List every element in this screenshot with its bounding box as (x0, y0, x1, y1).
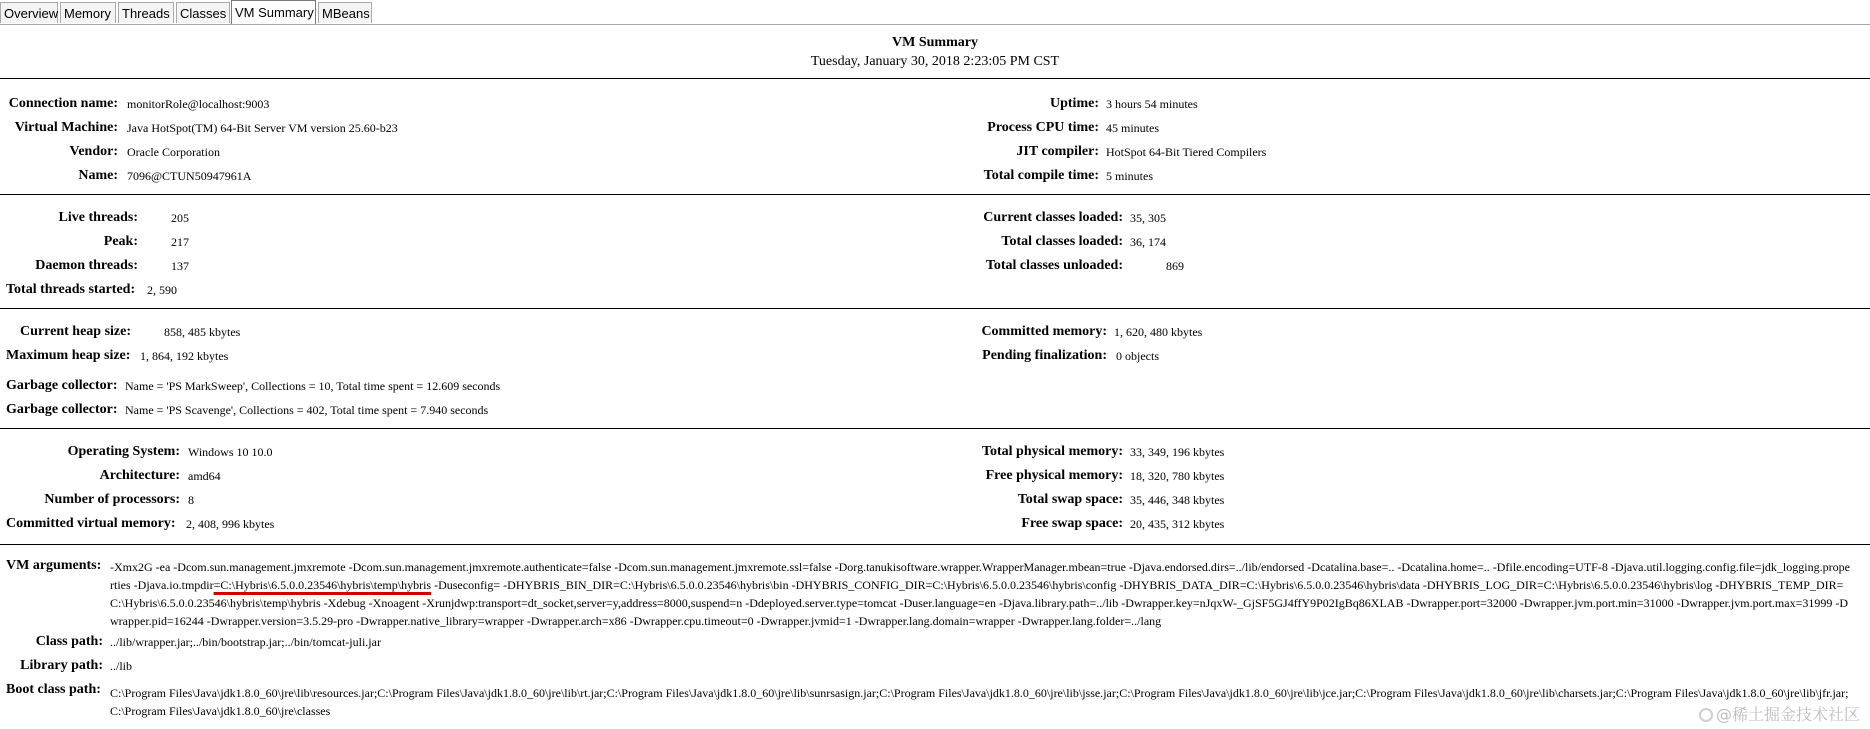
tab-mbeans[interactable]: MBeans (318, 2, 372, 23)
jit-compiler-value: HotSpot 64-Bit Tiered Compilers (1106, 145, 1267, 159)
total-physical-memory-label: Total physical memory: (981, 444, 1123, 459)
committed-virtual-memory-label: Committed virtual memory: (6, 516, 176, 531)
name-value: 7096@CTUN50947961A (127, 169, 252, 183)
current-classes-loaded-label: Current classes loaded: (983, 210, 1123, 225)
summary-timestamp: Tuesday, January 30, 2018 2:23:05 PM CST (810, 54, 1060, 69)
total-compile-time-label: Total compile time: (983, 168, 1099, 183)
current-heap-size-label: Current heap size: (20, 324, 131, 339)
library-path-value: ../lib (110, 659, 133, 673)
peak-threads-value: 217 (171, 235, 189, 249)
tmpdir-highlight: =C:\Hybris\6.5.0.0.23546\hybris\temp\hybris (213, 578, 432, 592)
garbage-collector-value: Name = 'PS Scavenge', Collections = 402, Total time spent = 7.940 seconds (125, 403, 489, 417)
uptime-value: 3 hours 54 minutes (1106, 97, 1198, 111)
live-threads-value: 205 (171, 211, 189, 225)
number-of-processors-value: 8 (188, 493, 194, 507)
boot-class-path-label: Boot class path: (6, 682, 101, 697)
architecture-value: amd64 (188, 469, 221, 483)
uptime-label: Uptime: (1050, 96, 1099, 111)
maximum-heap-size-value: 1, 864, 192 kbytes (140, 349, 229, 363)
peak-threads-label: Peak: (103, 234, 138, 249)
vm-arguments-text: -Duseconfig= -DHYBRIS_BIN_DIR=C:\Hybris\6.5.0.0.23546\hybris\bin -DHYBRIS_CONFIG_DIR=C:\Hybris\6.5.0.0.23546\hybris\config -DHYBRIS_DATA_DIR=C:\Hybris\6.5.0.0.23546\hybris\data -DHYBRIS_LOG_DIR=C:\Hybris\6.5.0.0.23546\hybris\log -DHYBRIS_TEMP_DIR=C:\Hybris\6.5.0.0.23546\hybris\temp\hybris -Xdebug -Xnoagent -Xrunjdwp:transport=dt_socket,server=y,address=8000,suspend=n -Ddeployed.server.type=tomcat -Duser.language=en -Djava.library.path=../lib -Dwrapper.key=nJqxW-_GjSF5GJ4ffY9P02IgBq86XLAB -Dwrapper.port=32000 -Dwrapper.jvm.port.min=31000 -Dwrapper.jvm.port.max=31999 -Dwrapper.pid=16244 -Dwrapper.version=3.5.29-pro -Dwrapper.native_library=wrapper -Dwrapper.arch=x86 -Dwrapper.cpu.timeout=0 -Dwrapper.jvmid=1 -Dwrapper.lang.domain=wrapper -Dwrapper.lang.folder=../lang (110, 578, 1849, 628)
maximum-heap-size-label: Maximum heap size: (6, 348, 131, 363)
tab-threads[interactable]: Threads (118, 2, 174, 23)
total-physical-memory-value: 33, 349, 196 kbytes (1130, 445, 1225, 459)
vendor-label: Vendor: (69, 144, 118, 159)
library-path-label: Library path: (20, 658, 103, 673)
garbage-collector-label: Garbage collector: (6, 402, 118, 417)
tab-bar (0, 0, 1870, 25)
committed-memory-label: Committed memory: (981, 324, 1107, 339)
divider (0, 308, 1870, 309)
divider (0, 194, 1870, 195)
process-cpu-time-label: Process CPU time: (987, 120, 1099, 135)
boot-class-path-value: C:\Program Files\Java\jdk1.8.0_60\jre\lib\resources.jar;C:\Program Files\Java\jdk1.8.0_60\jre\lib\rt.jar;C:\Program Files\Java\jdk1.8.0_60\jre\lib\sunrsasign.jar;C:\Program Files\Java\jdk1.8.0_60\jre\lib\jsse.jar;C:\Program Files\Java\jdk1.8.0_60\jre\lib\jce.jar;C:\Program Files\Java\jdk1.8.0_60\jre\lib\charsets.jar;C:\Program Files\Java\jdk1.8.0_60\jre\lib\jfr.jar;C:\Program Files\Java\jdk1.8.0_60\jre\classes (110, 686, 1849, 718)
vendor-value: Oracle Corporation (127, 145, 220, 159)
tab-vm-summary[interactable]: VM Summary (231, 0, 316, 24)
process-cpu-time-value: 45 minutes (1106, 121, 1159, 135)
free-swap-space-value: 20, 435, 312 kbytes (1130, 517, 1225, 531)
divider (0, 544, 1870, 545)
live-threads-label: Live threads: (58, 210, 138, 225)
total-compile-time-value: 5 minutes (1106, 169, 1153, 183)
divider (0, 428, 1870, 429)
operating-system-label: Operating System: (67, 444, 180, 459)
garbage-collector-label: Garbage collector: (6, 378, 118, 393)
current-classes-loaded-value: 35, 305 (1130, 211, 1166, 225)
daemon-threads-label: Daemon threads: (35, 258, 138, 273)
watermark (1699, 702, 1860, 725)
total-threads-started-label: Total threads started: (6, 282, 136, 297)
watermark-text: @稀土掘金技术社区 (1715, 705, 1860, 724)
summary-header (0, 34, 1870, 71)
page-title: VM Summary (892, 35, 978, 50)
total-classes-unloaded-label: Total classes unloaded: (985, 258, 1123, 273)
class-path-label: Class path: (35, 634, 103, 649)
free-swap-space-label: Free swap space: (1021, 516, 1123, 531)
free-physical-memory-label: Free physical memory: (985, 468, 1123, 483)
committed-virtual-memory-value: 2, 408, 996 kbytes (186, 517, 275, 531)
total-classes-loaded-label: Total classes loaded: (1001, 234, 1123, 249)
committed-memory-value: 1, 620, 480 kbytes (1114, 325, 1203, 339)
current-heap-size-value: 858, 485 kbytes (164, 325, 241, 339)
class-path-value: ../lib/wrapper.jar;../bin/bootstrap.jar;../bin/tomcat-juli.jar (110, 635, 381, 649)
connection-name-value: monitorRole@localhost:9003 (127, 97, 270, 111)
virtual-machine-label: Virtual Machine: (14, 120, 118, 135)
pending-finalization-value: 0 objects (1116, 349, 1159, 363)
tab-overview[interactable]: Overview (0, 2, 58, 23)
vm-arguments-text: -Xmx2G -ea -Dcom.sun.management.jmxremote -Dcom.sun.management.jmxremote.authenticate=false -Dcom.sun.management.jmxremote.ssl=false -Dorg.tanukisoftware.wrapper.WrapperManager.mbean=true -Djava.endorsed.dirs=../lib/endorsed -Dcatalina.base=.. -Dcatalina.home=.. -Dfile.encoding=UTF-8 -Djava.util.logging.config.file=jdk_logging.properties -Djava.io.tmpdir (110, 560, 1850, 592)
number-of-processors-label: Number of processors: (44, 492, 180, 507)
watermark-icon (1699, 708, 1713, 722)
total-threads-started-value: 2, 590 (147, 283, 177, 297)
virtual-machine-value: Java HotSpot(TM) 64-Bit Server VM version 25.60-b23 (127, 121, 398, 135)
operating-system-value: Windows 10 10.0 (188, 445, 273, 459)
tab-classes[interactable]: Classes (176, 2, 230, 23)
pending-finalization-label: Pending finalization: (982, 348, 1107, 363)
total-classes-loaded-value: 36, 174 (1130, 235, 1166, 249)
total-swap-space-label: Total swap space: (1017, 492, 1123, 507)
vm-arguments-label: VM arguments: (6, 558, 102, 573)
architecture-label: Architecture: (99, 468, 180, 483)
divider (0, 78, 1870, 79)
free-physical-memory-value: 18, 320, 780 kbytes (1130, 469, 1225, 483)
daemon-threads-value: 137 (171, 259, 189, 273)
connection-name-label: Connection name: (8, 96, 118, 111)
total-classes-unloaded-value: 869 (1166, 259, 1184, 273)
tab-memory[interactable]: Memory (60, 2, 116, 23)
total-swap-space-value: 35, 446, 348 kbytes (1130, 493, 1225, 507)
jit-compiler-label: JIT compiler: (1016, 144, 1099, 159)
vm-arguments-value (110, 558, 1850, 630)
garbage-collector-value: Name = 'PS MarkSweep', Collections = 10, Total time spent = 12.609 seconds (125, 379, 501, 393)
name-label: Name: (78, 168, 118, 183)
